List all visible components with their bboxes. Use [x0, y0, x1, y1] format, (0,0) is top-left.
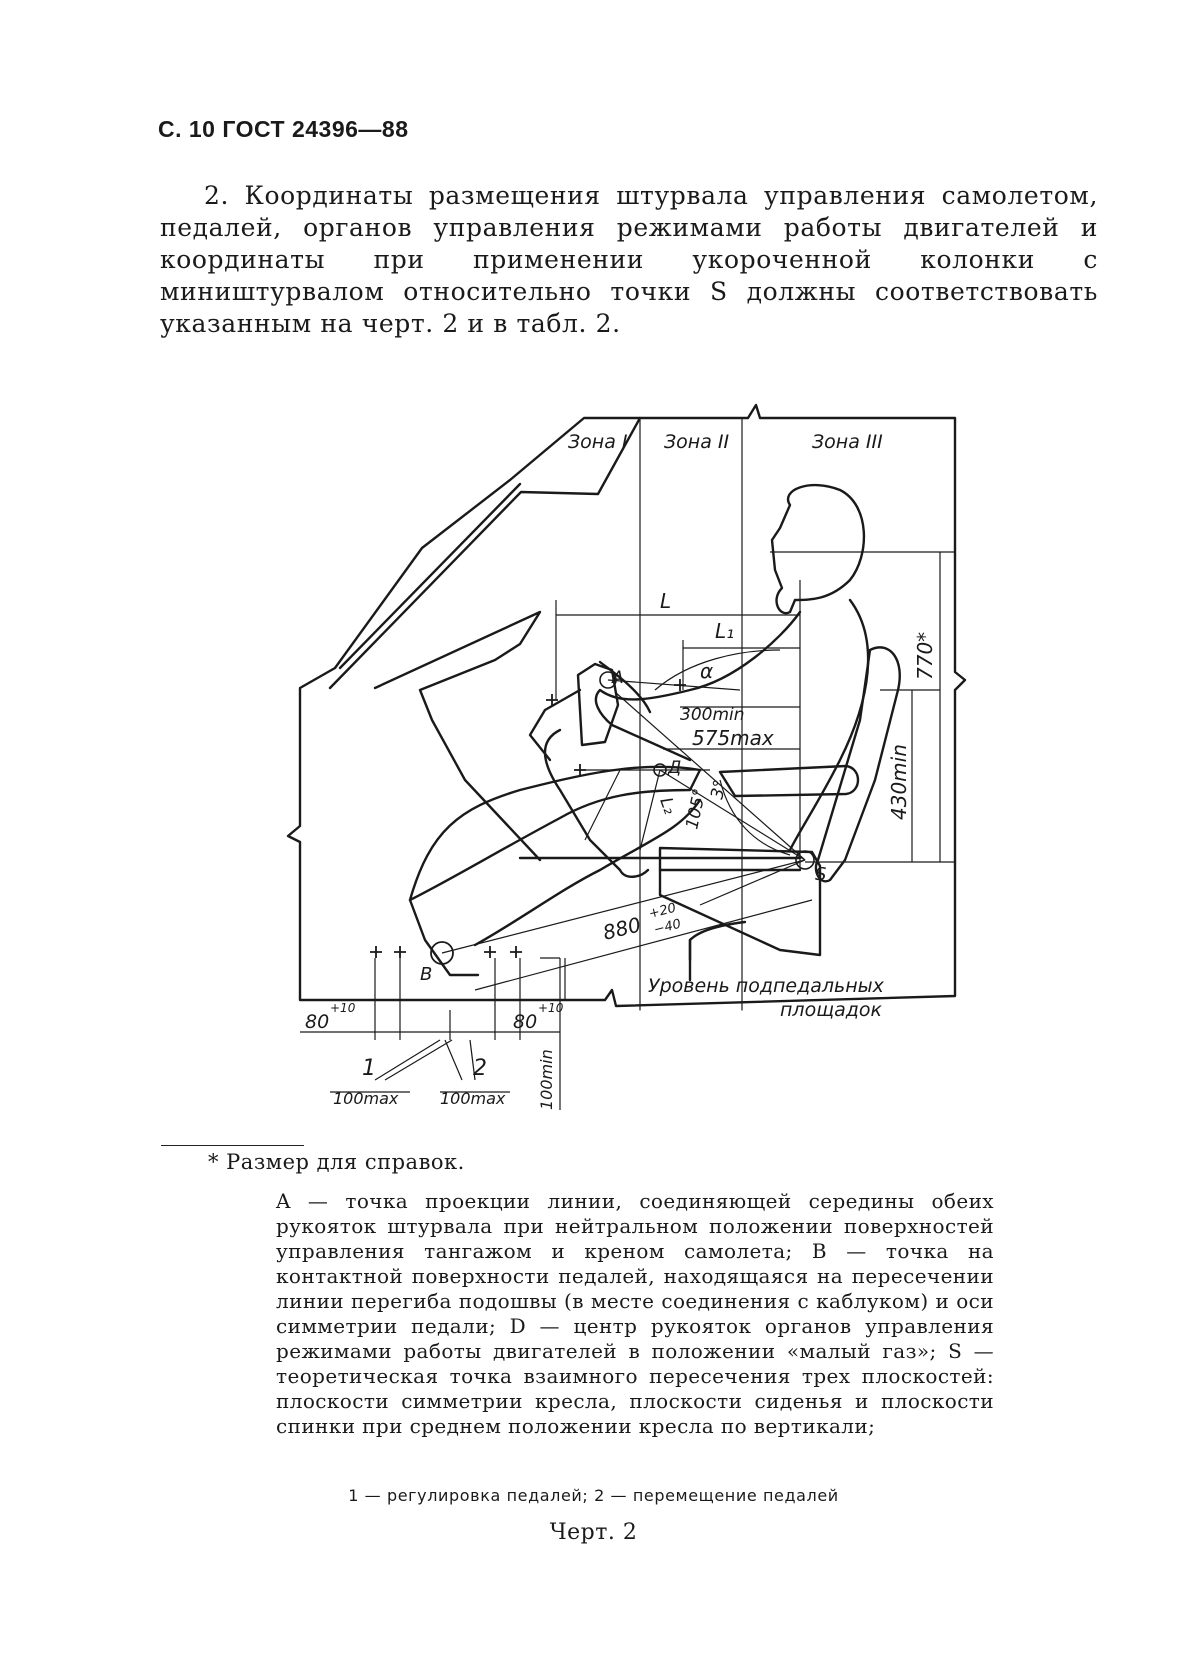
- label-S: S: [815, 864, 827, 885]
- label-430: 430min: [887, 744, 911, 820]
- label-L: L: [660, 589, 672, 613]
- label-3: 3°: [707, 777, 731, 802]
- label-100max-2: 100max: [440, 1089, 506, 1108]
- label-tol-left: +10: [330, 1001, 356, 1015]
- zone-3-label: Зона III: [812, 431, 883, 453]
- footnote-rule: [161, 1145, 304, 1146]
- instrument-panel: [375, 612, 540, 860]
- pilot-leg: [410, 767, 700, 900]
- level-label-line2: площадок: [780, 999, 882, 1021]
- zone-1-label: Зона I: [568, 431, 628, 453]
- label-300min: 300min: [680, 705, 745, 725]
- label-80-right: 80: [513, 1011, 538, 1033]
- footnote: * Размер для справок.: [208, 1150, 465, 1174]
- label-D: Д: [668, 758, 682, 778]
- label-100min: 100min: [537, 1049, 556, 1110]
- caption-keys: 1 — регулировка педалей; 2 — перемещение педалей: [348, 1486, 839, 1505]
- label-key-1: 1: [362, 1056, 376, 1081]
- label-880-minus: −40: [652, 916, 683, 938]
- label-A: A: [612, 668, 624, 688]
- label-880-plus: +20: [647, 900, 678, 922]
- label-575max: 575max: [692, 726, 774, 750]
- pilot-head: [772, 485, 864, 613]
- pilot-back: [790, 600, 868, 850]
- label-L1: L₁: [715, 619, 735, 643]
- label-key-2: 2: [473, 1056, 487, 1081]
- label-alpha: α: [700, 659, 714, 683]
- label-B: B: [420, 964, 433, 985]
- body-paragraph: 2. Координаты размещения штурвала управления самолетом, педалей, органов управления режимами работы двигателей и координаты при применении укороченной колонки с миништурвалом относительно точки S должны соответствовать указанным на черт. 2 и в табл. 2.: [160, 181, 1098, 338]
- zone-2-label: Зона II: [664, 431, 730, 453]
- label-L2: L₂: [655, 794, 680, 818]
- legend-text: A — точка проекции линии, соединяющей середины обеих рукояток штурвала при нейтральном положении поверхностей управления тангажом и креном самолета; B — точка на контактной поверхности педалей, находящаяся на пересечении линии перегиба подошвы (в месте соединения с каблуком) и оси симметрии педали; D — центр рукояток органов управления режимами работы двигателей в положении «малый газ»; S — теоретическая точка взаимного пересечения трех плоскостей: плоскости симметрии кресла, плоскости сиденья и плоскости спинки при среднем положении кресла по вертикали;: [276, 1189, 994, 1438]
- label-880: 880: [600, 912, 644, 945]
- label-tol-right: +10: [538, 1001, 564, 1015]
- windshield: [330, 418, 640, 688]
- page-header: С. 10 ГОСТ 24396—88: [158, 116, 409, 142]
- label-105: 105°: [682, 786, 711, 832]
- control-column: [545, 730, 648, 877]
- level-label-line1: Уровень подпедальных: [648, 975, 884, 997]
- label-770: 770*: [913, 631, 937, 680]
- label-80-left: 80: [305, 1011, 330, 1033]
- label-100max-1: 100max: [333, 1089, 399, 1108]
- figure-title: Черт. 2: [549, 1520, 638, 1545]
